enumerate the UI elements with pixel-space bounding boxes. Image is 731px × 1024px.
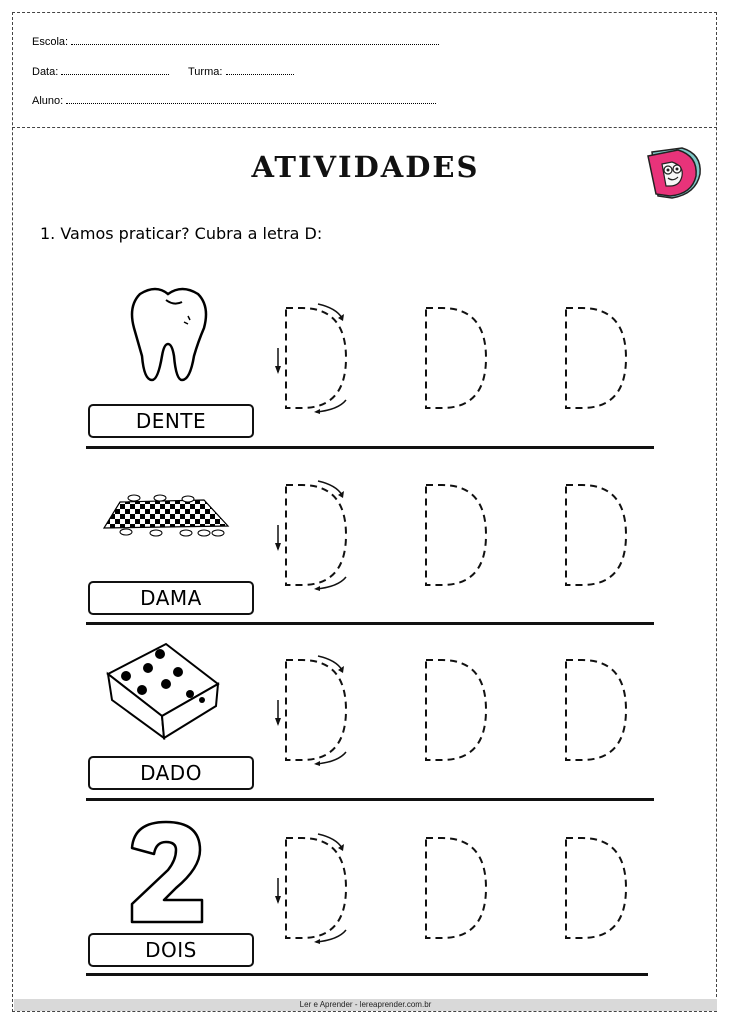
dashed-letter-d[interactable] — [274, 302, 358, 414]
dashed-letter-d[interactable] — [554, 832, 638, 944]
down-arrow-head-icon — [275, 718, 281, 726]
dashed-letter-d[interactable] — [414, 302, 498, 414]
class-field — [188, 65, 294, 78]
student-field — [32, 94, 436, 107]
row-baseline — [86, 798, 654, 801]
dashed-letter-d[interactable] — [274, 832, 358, 944]
down-arrow-head-icon — [275, 896, 281, 904]
word-box: DAMA — [88, 581, 254, 615]
word-box: DOIS — [88, 933, 254, 967]
checkerboard-icon — [100, 494, 232, 538]
school-blank[interactable] — [71, 35, 439, 45]
dashed-letter-d[interactable] — [554, 479, 638, 591]
student-blank[interactable] — [66, 94, 436, 104]
page-title: ATIVIDADES — [251, 150, 480, 184]
curve-arrow-head-icon — [314, 409, 320, 414]
school-label: Escola: — [32, 36, 69, 48]
school-field — [32, 35, 439, 48]
down-arrow-head-icon — [275, 543, 281, 551]
down-arrow-head-icon — [275, 366, 281, 374]
word-box: DADO — [88, 756, 254, 790]
dashed-letter-d[interactable] — [414, 832, 498, 944]
row-baseline — [86, 973, 648, 976]
student-label: Aluno: — [32, 95, 64, 107]
dice-icon — [104, 640, 222, 740]
date-field — [32, 65, 169, 78]
date-label: Data: — [32, 66, 59, 78]
row-baseline — [86, 446, 654, 449]
word-box: DENTE — [88, 404, 254, 438]
curve-arrow-head-icon — [314, 939, 320, 944]
dashed-letter-d[interactable] — [414, 479, 498, 591]
tooth-icon — [126, 284, 212, 384]
row-baseline — [86, 622, 654, 625]
letter-d-mascot-icon — [644, 144, 704, 200]
number-two-icon — [124, 818, 210, 928]
curve-arrow-icon — [318, 481, 342, 495]
instruction-text: 1. Vamos praticar? Cubra a letra D: — [40, 224, 323, 243]
class-label: Turma: — [188, 66, 223, 78]
curve-arrow-head-icon — [314, 586, 320, 591]
curve-arrow-icon — [318, 304, 342, 318]
date-blank[interactable] — [61, 65, 169, 75]
curve-arrow-icon — [318, 656, 342, 670]
dashed-letter-d[interactable] — [554, 302, 638, 414]
dashed-letter-d[interactable] — [274, 479, 358, 591]
header-divider — [12, 127, 717, 128]
class-blank[interactable] — [226, 65, 294, 75]
dashed-letter-d[interactable] — [554, 654, 638, 766]
dashed-letter-d[interactable] — [274, 654, 358, 766]
dashed-letter-d[interactable] — [414, 654, 498, 766]
footer: Ler e Aprender - lereaprender.com.br — [14, 999, 717, 1011]
curve-arrow-icon — [318, 834, 342, 848]
curve-arrow-head-icon — [314, 761, 320, 766]
